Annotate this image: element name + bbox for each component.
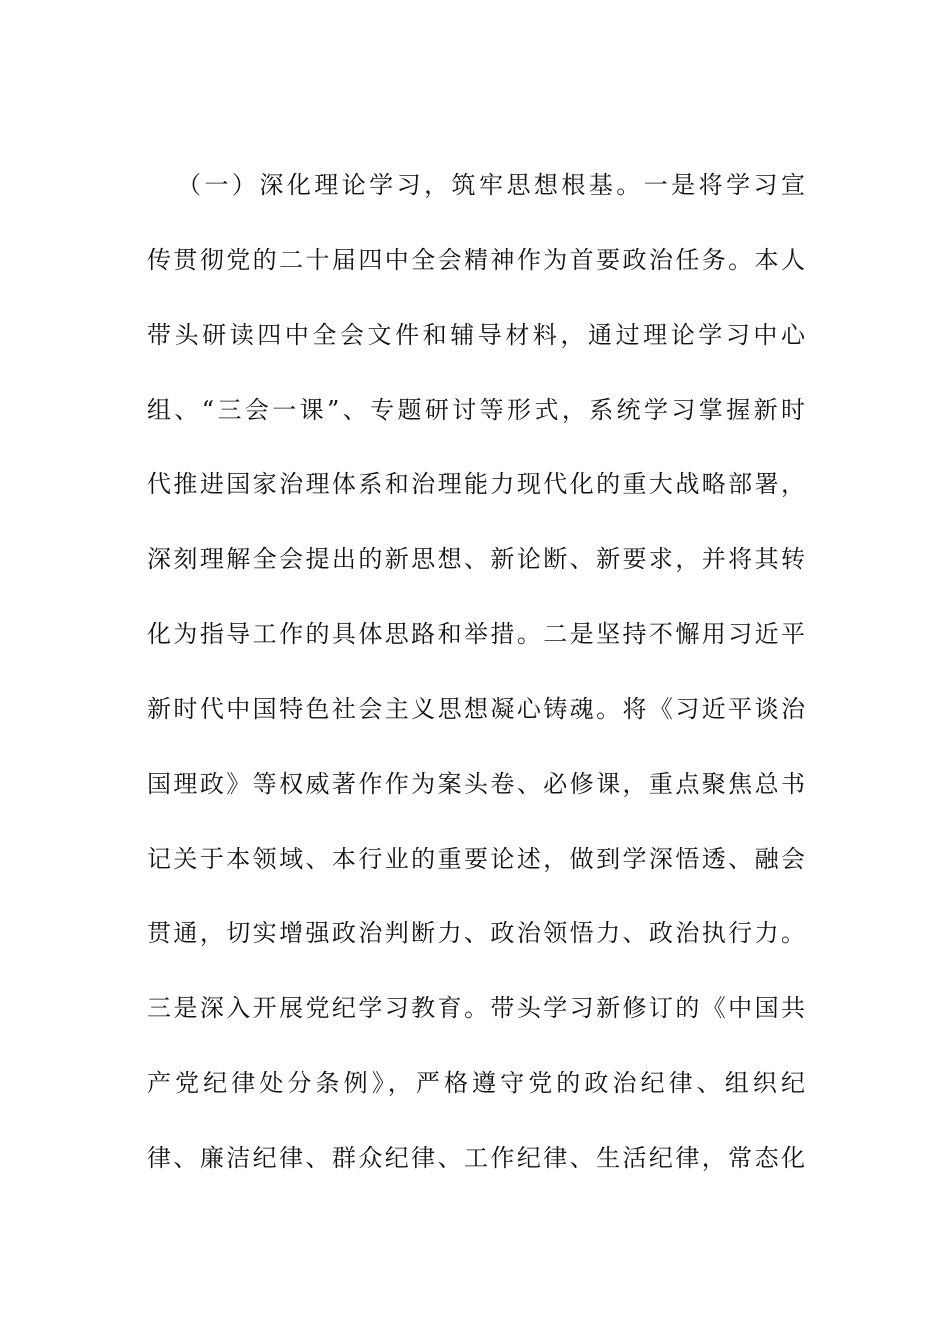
text-line: 带头研读四中全会文件和辅导材料，通过理论学习中心 <box>147 320 805 349</box>
text-line: 三是深入开展党纪学习教育。带头学习新修订的《中国共 <box>147 994 805 1023</box>
text-line: 深刻理解全会提出的新思想、新论断、新要求，并将其转 <box>147 545 805 574</box>
text-line: 国理政》等权威著作作为案头卷、必修课，重点聚焦总书 <box>147 769 805 798</box>
text-line: 代推进国家治理体系和治理能力现代化的重大战略部署， <box>147 470 805 499</box>
text-line: 化为指导工作的具体思路和举措。二是坚持不懈用习近平 <box>147 620 805 649</box>
text-line: 传贯彻党的二十届四中全会精神作为首要政治任务。本人 <box>147 245 805 274</box>
text-line: 贯通，切实增强政治判断力、政治领悟力、政治执行力。 <box>147 919 805 948</box>
text-line: 新时代中国特色社会主义思想凝心铸魂。将《习近平谈治 <box>147 694 805 723</box>
text-line: 产党纪律处分条例》，严格遵守党的政治纪律、组织纪 <box>147 1069 805 1098</box>
body-paragraph <box>147 148 805 1196</box>
text-line: 律、廉洁纪律、群众纪律、工作纪律、生活纪律，常态化 <box>147 1143 805 1172</box>
text-line: 记关于本领域、本行业的重要论述，做到学深悟透、融会 <box>147 844 805 873</box>
text-line: 组、“三会一课”、专题研讨等形式，系统学习掌握新时 <box>147 395 805 424</box>
text-line: （一）深化理论学习，筑牢思想根基。一是将学习宣 <box>177 171 805 199</box>
